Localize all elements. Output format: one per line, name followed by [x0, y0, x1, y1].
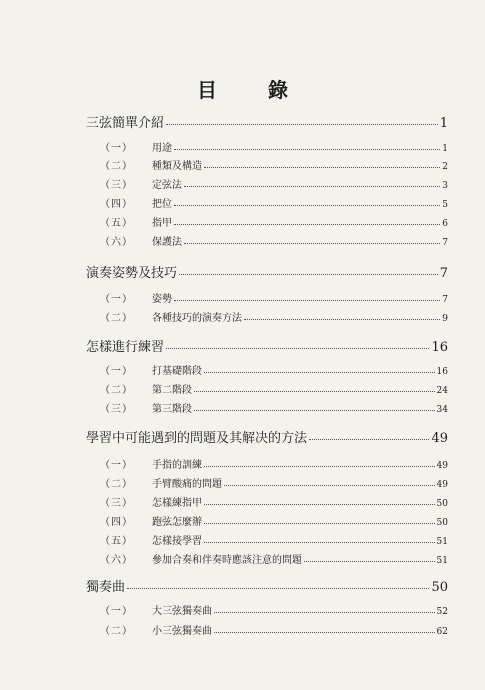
item-number: （二）	[100, 161, 133, 172]
section-label: 怎樣進行練習	[86, 340, 165, 355]
toc-item	[100, 309, 448, 324]
item-page: 50	[436, 518, 448, 528]
item-number: （一）	[100, 143, 133, 154]
item-label: 指甲	[152, 218, 172, 229]
toc-item	[100, 475, 448, 490]
toc-item	[100, 139, 448, 154]
item-number: （一）	[100, 294, 133, 305]
item-label: 手指的訓練	[152, 460, 202, 471]
item-number: （一）	[100, 366, 133, 377]
leader-dots	[304, 561, 435, 562]
item-number: （二）	[100, 479, 133, 490]
toc-item	[100, 362, 448, 377]
leader-dots	[204, 504, 435, 505]
item-number: （一）	[100, 606, 133, 617]
item-page: 7	[442, 238, 448, 248]
leader-dots	[204, 523, 435, 524]
item-label: 小三弦獨奏曲	[152, 626, 212, 637]
item-page: 49	[436, 480, 448, 490]
leader-dots	[174, 224, 440, 225]
item-page: 24	[436, 386, 448, 396]
leader-dots	[166, 348, 429, 349]
item-label: 種類及構造	[152, 161, 202, 172]
toc-item	[100, 290, 448, 305]
leader-dots	[214, 632, 435, 633]
toc-section-3	[86, 336, 448, 355]
toc-section-2	[86, 262, 448, 281]
leader-dots	[194, 410, 435, 411]
toc-item	[100, 456, 448, 471]
item-page: 51	[436, 556, 448, 566]
item-label: 怎樣接學習	[152, 536, 202, 547]
item-page: 34	[436, 405, 448, 415]
leader-dots	[174, 300, 440, 301]
leader-dots	[204, 372, 435, 373]
item-page: 50	[436, 499, 448, 509]
item-label: 第三階段	[152, 404, 192, 415]
item-number: （四）	[100, 199, 133, 210]
item-page: 5	[442, 200, 448, 210]
item-number: （三）	[100, 180, 133, 191]
toc-section-1	[86, 112, 448, 131]
leader-dots	[204, 167, 440, 168]
toc-item	[100, 494, 448, 509]
item-page: 7	[442, 295, 448, 305]
item-number: （六）	[100, 237, 133, 248]
item-page: 49	[436, 461, 448, 471]
item-label: 大三弦獨奏曲	[152, 606, 212, 617]
item-page: 6	[442, 219, 448, 229]
leader-dots	[174, 149, 440, 150]
section-label: 演奏姿勢及技巧	[86, 266, 178, 281]
leader-dots	[309, 439, 429, 440]
leader-dots	[204, 466, 435, 467]
toc-item	[100, 157, 448, 172]
item-number: （五）	[100, 218, 133, 229]
toc-item	[100, 195, 448, 210]
item-page: 52	[436, 607, 448, 617]
item-number: （四）	[100, 517, 133, 528]
leader-dots	[184, 186, 440, 187]
leader-dots	[224, 485, 435, 486]
toc-section-5	[86, 576, 448, 595]
leader-dots	[166, 124, 438, 125]
toc-item	[100, 532, 448, 547]
item-number: （三）	[100, 404, 133, 415]
leader-dots	[184, 243, 440, 244]
section-label: 學習中可能遇到的問題及其解决的方法	[86, 431, 308, 446]
item-page: 62	[436, 627, 448, 637]
item-number: （一）	[100, 460, 133, 471]
leader-dots	[214, 612, 435, 613]
item-label: 第二階段	[152, 385, 192, 396]
toc-item	[100, 513, 448, 528]
toc-item	[100, 551, 448, 566]
section-page: 50	[431, 580, 448, 595]
item-page: 2	[442, 162, 448, 172]
toc-item	[100, 381, 448, 396]
leader-dots	[127, 588, 429, 589]
leader-dots	[244, 319, 440, 320]
item-number: （三）	[100, 498, 133, 509]
item-label: 各種技巧的演奏方法	[152, 313, 242, 324]
item-number: （五）	[100, 536, 133, 547]
item-label: 用途	[152, 143, 172, 154]
item-label: 手臂酸痛的問題	[152, 479, 222, 490]
item-number: （六）	[100, 555, 133, 566]
toc-section-4	[86, 427, 448, 446]
section-page: 49	[431, 431, 448, 446]
item-number: （二）	[100, 385, 133, 396]
item-page: 9	[442, 314, 448, 324]
toc-item	[100, 400, 448, 415]
toc-item	[100, 233, 448, 248]
item-page: 16	[436, 367, 448, 377]
item-label: 打基礎階段	[152, 366, 202, 377]
item-page: 3	[442, 181, 448, 191]
section-page: 16	[431, 340, 448, 355]
item-label: 跑弦怎麼辦	[152, 517, 202, 528]
toc-item	[100, 176, 448, 191]
item-number: （二）	[100, 626, 133, 637]
section-label: 三弦簡單介紹	[86, 116, 165, 131]
item-label: 怎樣練指甲	[152, 498, 202, 509]
section-page: 7	[439, 266, 448, 281]
item-page: 51	[436, 537, 448, 547]
leader-dots	[174, 205, 440, 206]
toc-item	[100, 214, 448, 229]
leader-dots	[204, 542, 435, 543]
item-page: 1	[442, 144, 448, 154]
item-label: 姿勢	[152, 294, 172, 305]
page-title: 目 錄	[197, 78, 310, 102]
item-number: （二）	[100, 313, 133, 324]
item-label: 參加合奏和伴奏時應該注意的問題	[152, 555, 302, 566]
toc-item	[100, 602, 448, 617]
item-label: 定弦法	[152, 180, 182, 191]
leader-dots	[179, 274, 438, 275]
leader-dots	[194, 391, 435, 392]
item-label: 保護法	[152, 237, 182, 248]
section-label: 獨奏曲	[86, 580, 126, 595]
section-page: 1	[439, 116, 448, 131]
toc-item	[100, 622, 448, 637]
item-label: 把位	[152, 199, 172, 210]
